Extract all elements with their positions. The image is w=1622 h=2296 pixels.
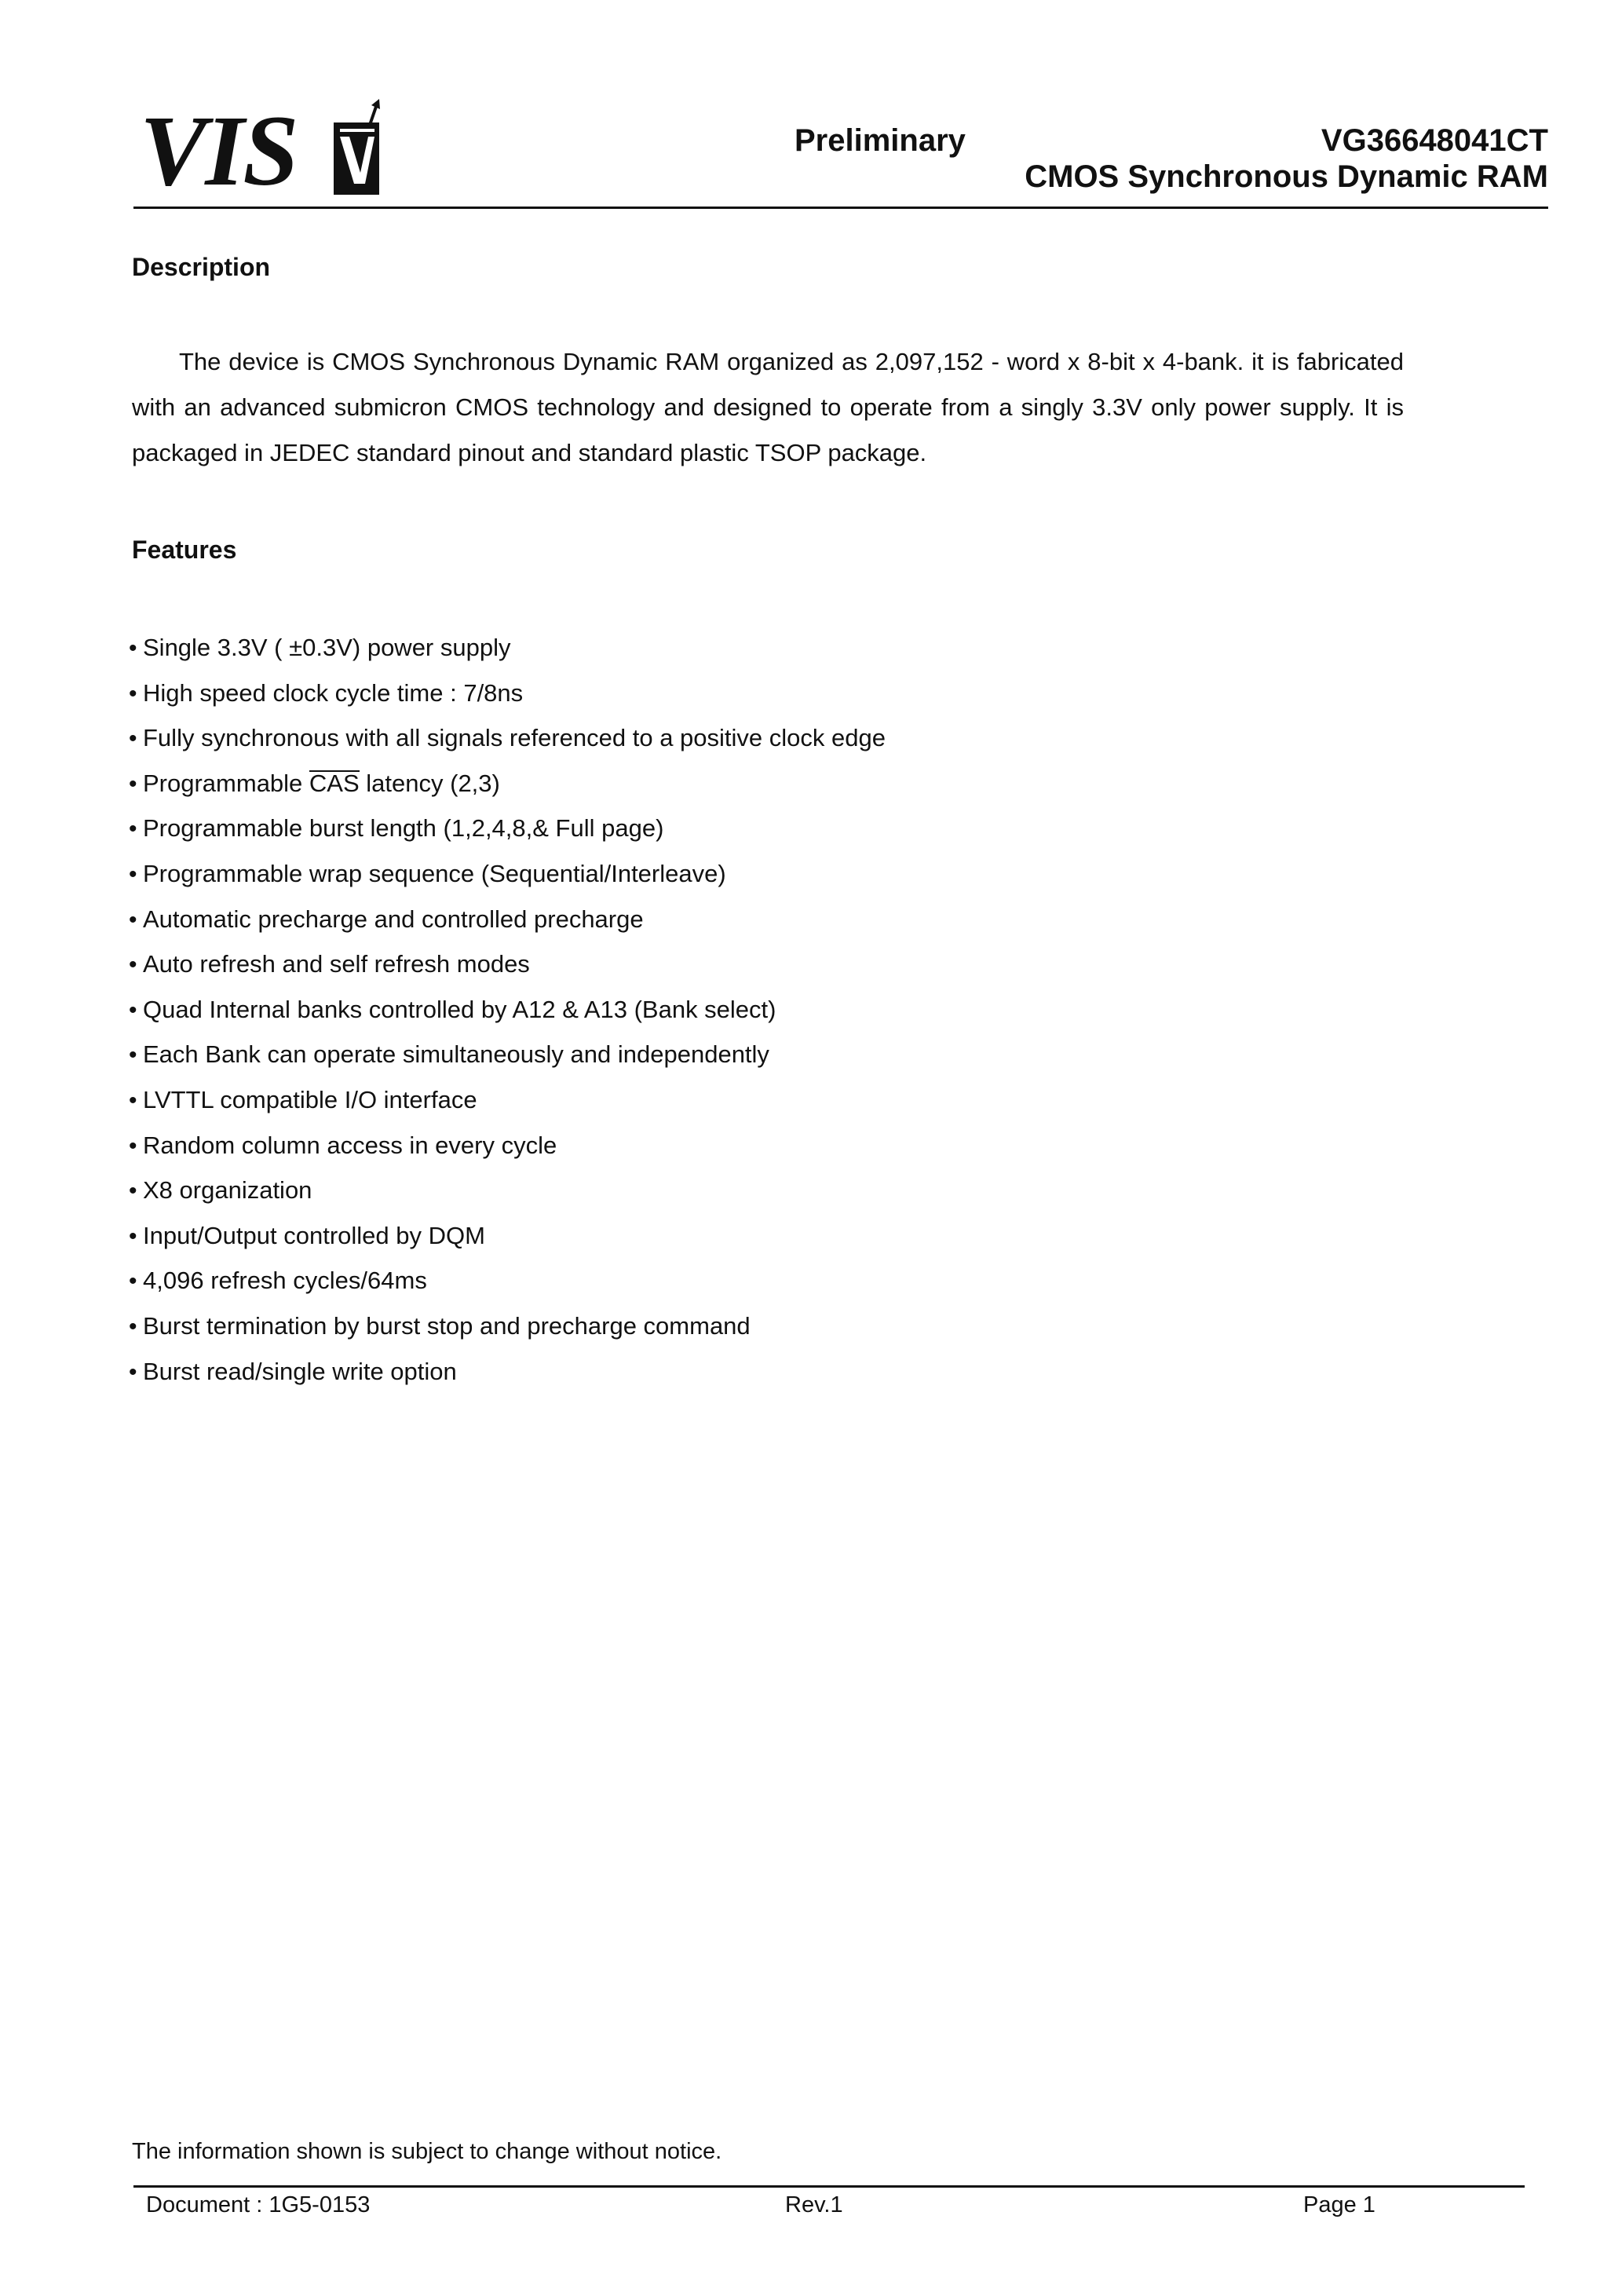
feature-item: • Single 3.3V ( ±0.3V) power supply xyxy=(129,625,886,671)
feature-item: • Quad Internal banks controlled by A12 & A13 (Bank select) xyxy=(129,987,886,1033)
footer-divider xyxy=(133,2185,1525,2188)
feature-item-cas-latency: • Programmable CAS latency (2,3) xyxy=(129,761,886,806)
feature-item: • Each Bank can operate simultaneously and independently xyxy=(129,1032,886,1077)
feature-item: • Programmable wrap sequence (Sequential/Interleave) xyxy=(129,851,886,897)
bullet-icon: • xyxy=(129,906,137,933)
feature-item: • Burst read/single write option xyxy=(129,1349,886,1395)
bullet-icon: • xyxy=(129,996,137,1023)
feature-item: • Burst termination by burst stop and precharge command xyxy=(129,1303,886,1349)
bullet-icon: • xyxy=(129,1358,137,1385)
revision-label: Rev.1 xyxy=(785,2192,843,2217)
bullet-icon: • xyxy=(129,726,137,752)
document-status: Preliminary xyxy=(795,123,966,158)
feature-item: • X8 organization xyxy=(129,1168,886,1213)
bullet-icon: • xyxy=(129,680,137,707)
product-name: CMOS Synchronous Dynamic RAM xyxy=(1025,159,1548,194)
part-number: VG36648041CT xyxy=(1321,123,1548,158)
bullet-icon: • xyxy=(129,952,137,978)
logo-text: VIS xyxy=(140,95,298,207)
features-heading: Features xyxy=(132,536,237,564)
bullet-icon: • xyxy=(129,635,137,661)
bullet-icon: • xyxy=(129,1178,137,1205)
bullet-icon: • xyxy=(129,770,137,797)
header-product-block xyxy=(1025,122,1548,195)
feature-item: • 4,096 refresh cycles/64ms xyxy=(129,1258,886,1303)
bullet-icon: • xyxy=(129,1132,137,1159)
feature-item: • Programmable burst length (1,2,4,8,& Full page) xyxy=(129,806,886,851)
document-number: Document : 1G5-0153 xyxy=(146,2192,371,2217)
bullet-icon: • xyxy=(129,816,137,843)
bullet-icon: • xyxy=(129,1268,137,1295)
bullet-icon: • xyxy=(129,1313,137,1340)
bullet-icon: • xyxy=(129,1087,137,1113)
feature-item: • High speed clock cycle time : 7/8ns xyxy=(129,671,886,716)
feature-item: • Random column access in every cycle xyxy=(129,1123,886,1168)
feature-item: • Input/Output controlled by DQM xyxy=(129,1213,886,1259)
feature-item: • Auto refresh and self refresh modes xyxy=(129,941,886,987)
feature-item: • LVTTL compatible I/O interface xyxy=(129,1077,886,1123)
page-number: Page 1 xyxy=(1303,2192,1375,2217)
feature-item: • Automatic precharge and controlled precharge xyxy=(129,897,886,942)
change-notice: The information shown is subject to change without notice. xyxy=(132,2139,722,2164)
feature-item: • Fully synchronous with all signals referenced to a positive clock edge xyxy=(129,715,886,761)
bullet-icon: • xyxy=(129,861,137,887)
description-paragraph: The device is CMOS Synchronous Dynamic RAM organized as 2,097,152 - word x 8-bit x 4-bank. it is fabricated with an advanced submicron CMOS technology and designed to operate from a singly 3.3V only power supply. It is packaged in JEDEC standard pinout and standard plastic TSOP package. xyxy=(132,348,1404,466)
features-list xyxy=(129,625,886,1394)
description-heading: Description xyxy=(132,253,271,281)
cas-signal-overbar: CAS xyxy=(309,769,360,797)
bullet-icon: • xyxy=(129,1223,137,1249)
logo-v-mark-icon xyxy=(169,99,382,201)
bullet-icon: • xyxy=(129,1042,137,1069)
header-divider xyxy=(133,207,1548,209)
